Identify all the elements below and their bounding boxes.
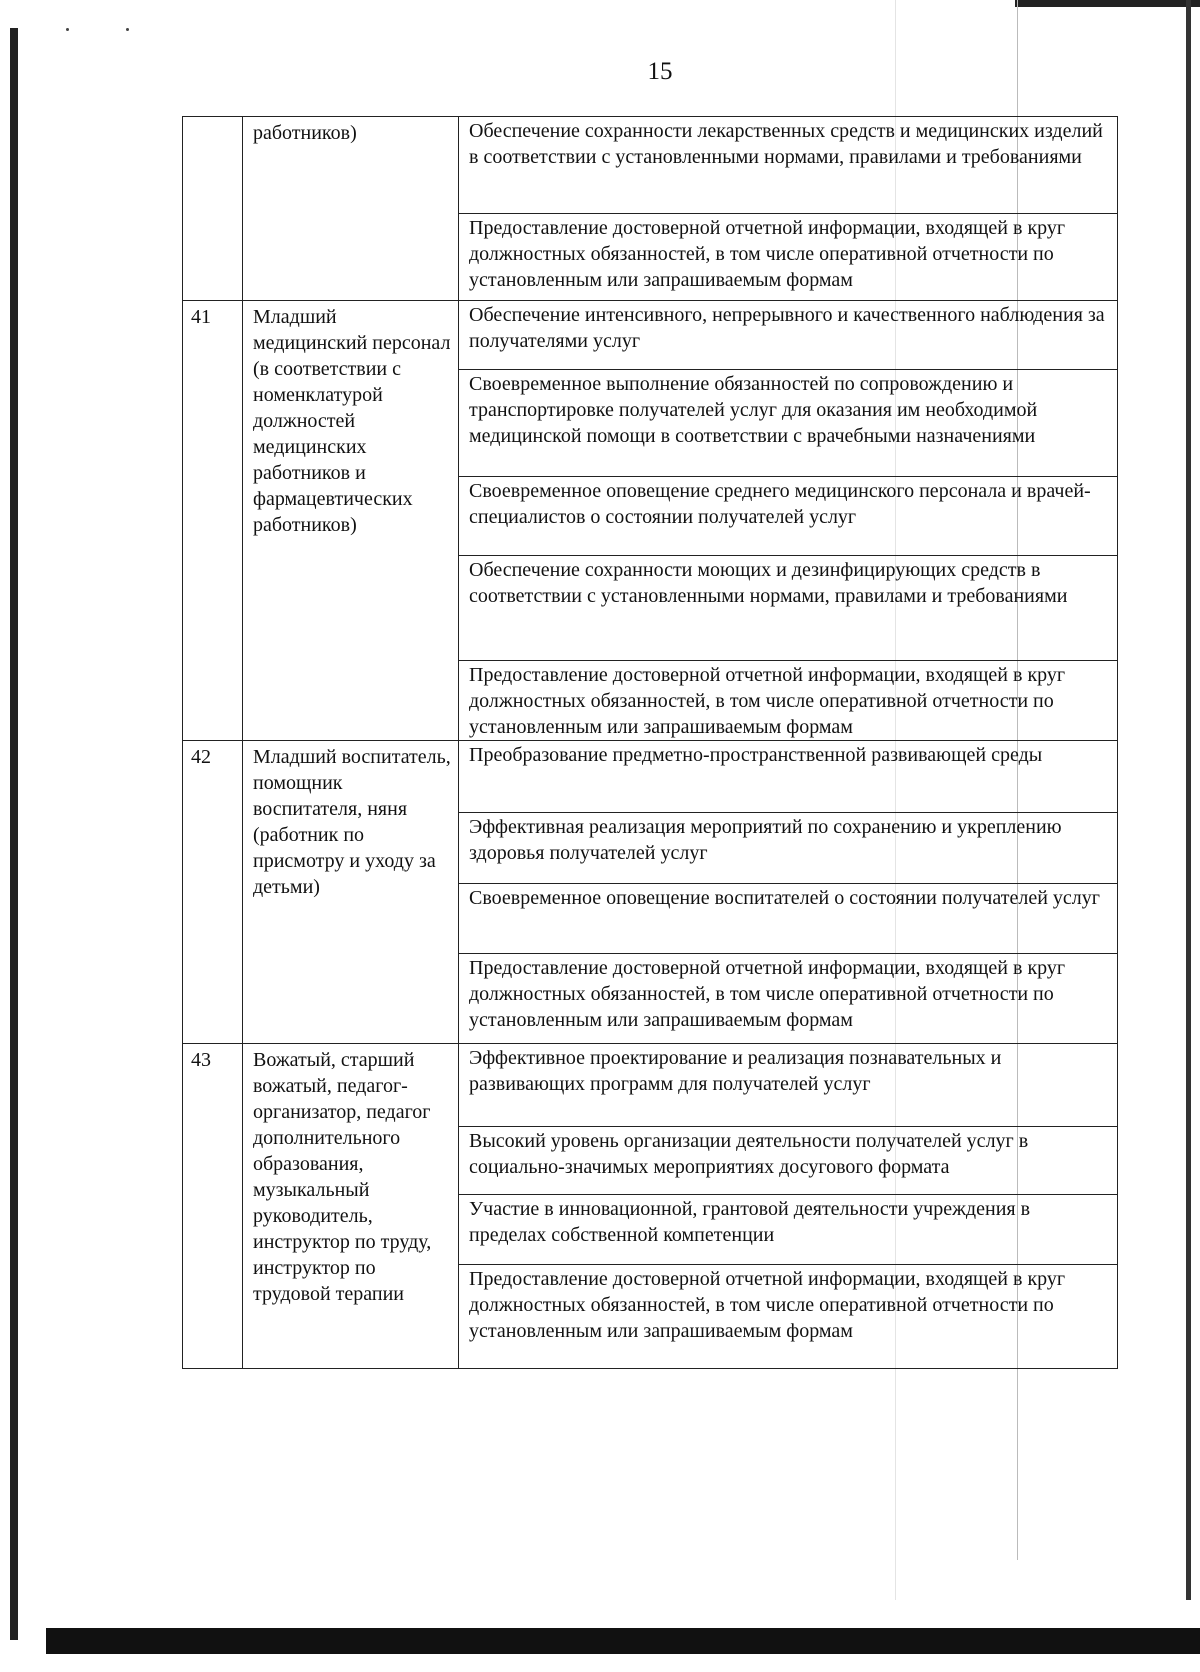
criterion-item: Эффективная реализация мероприятий по сохранению и укреплению здоровья получателей услуг <box>459 812 1117 883</box>
criteria-cell <box>459 117 1118 301</box>
row-number: 42 <box>191 746 211 768</box>
position-cell <box>243 1044 459 1369</box>
criterion-item: Участие в инновационной, грантовой деятельности учреждения в пределах собственной компетенции <box>459 1194 1117 1264</box>
position-cell <box>243 301 459 741</box>
criterion-item: Предоставление достоверной отчетной информации, входящей в круг должностных обязанностей, в том числе оперативной отчетности по установленным или запрашиваемым формам <box>459 213 1117 300</box>
row-number <box>183 117 242 120</box>
criterion-item: Преобразование предметно-пространственной развивающей среды <box>469 744 1043 766</box>
criterion-item: Своевременное оповещение среднего медицинского персонала и врачей-специалистов о состоянии получателей услуг <box>459 476 1117 555</box>
row-number-cell <box>183 117 243 301</box>
table-row <box>183 1044 1118 1369</box>
scan-top-edge <box>1015 0 1200 7</box>
criterion-item: Предоставление достоверной отчетной информации, входящей в круг должностных обязанностей, в том числе оперативной отчетности по установленным или запрашиваемым формам <box>459 1264 1117 1368</box>
criterion-item: Обеспечение сохранности лекарственных средств и медицинских изделий в соответствии с установленными нормами, правилами и требованиями <box>469 120 1103 168</box>
table-row <box>183 117 1118 301</box>
position-name: работников) <box>253 122 357 144</box>
scan-left-edge <box>10 28 18 1640</box>
criterion-item: Предоставление достоверной отчетной информации, входящей в круг должностных обязанностей, в том числе оперативной отчетности по установленным или запрашиваемым формам <box>459 660 1117 740</box>
table-row <box>183 301 1118 741</box>
position-name: Младший медицинский персонал (в соответствии с номенклатурой должностей медицинских работников и фармацевтических работников) <box>253 306 451 536</box>
page-number: 15 <box>647 58 673 85</box>
position-cell <box>243 117 459 301</box>
criterion-item: Своевременное выполнение обязанностей по сопровождению и транспортировке получателей услуг для оказания им необходимой медицинской помощи в соответствии с врачебными назначениями <box>459 369 1117 476</box>
row-number-cell <box>183 301 243 741</box>
position-cell <box>243 741 459 1044</box>
row-number-cell <box>183 741 243 1044</box>
criterion-item: Высокий уровень организации деятельности получателей услуг в социально-значимых мероприятиях досугового формата <box>459 1126 1117 1194</box>
criterion-item: Обеспечение интенсивного, непрерывного и качественного наблюдения за получателями услуг <box>469 304 1105 352</box>
table-row <box>183 741 1118 1044</box>
position-name: Младший воспитатель, помощник воспитателя, няня (работник по присмотру и уходу за детьми) <box>253 746 451 898</box>
row-number: 41 <box>191 306 211 328</box>
criterion-item: Своевременное оповещение воспитателей о состоянии получателей услуг <box>459 883 1117 953</box>
scan-speck <box>66 28 69 31</box>
criteria-cell <box>459 741 1118 1044</box>
scan-right-edge <box>1186 0 1191 1600</box>
criterion-item: Обеспечение сохранности моющих и дезинфицирующих средств в соответствии с установленными нормами, правилами и требованиями <box>459 555 1117 660</box>
criteria-cell <box>459 301 1118 741</box>
scan-speck <box>126 28 129 31</box>
row-number-cell <box>183 1044 243 1369</box>
criteria-cell <box>459 1044 1118 1369</box>
criterion-item: Эффективное проектирование и реализация познавательных и развивающих программ для получателей услуг <box>469 1047 1002 1095</box>
criterion-item: Предоставление достоверной отчетной информации, входящей в круг должностных обязанностей, в том числе оперативной отчетности по установленным или запрашиваемым формам <box>459 953 1117 1043</box>
position-name: Вожатый, старший вожатый, педагог-организатор, педагог дополнительного образования, музыкальный руководитель, инструктор по труду, инструктор по трудовой терапии <box>253 1049 432 1305</box>
scan-bottom-edge <box>46 1628 1200 1654</box>
row-number: 43 <box>191 1049 211 1071</box>
criteria-table <box>182 116 1118 1369</box>
